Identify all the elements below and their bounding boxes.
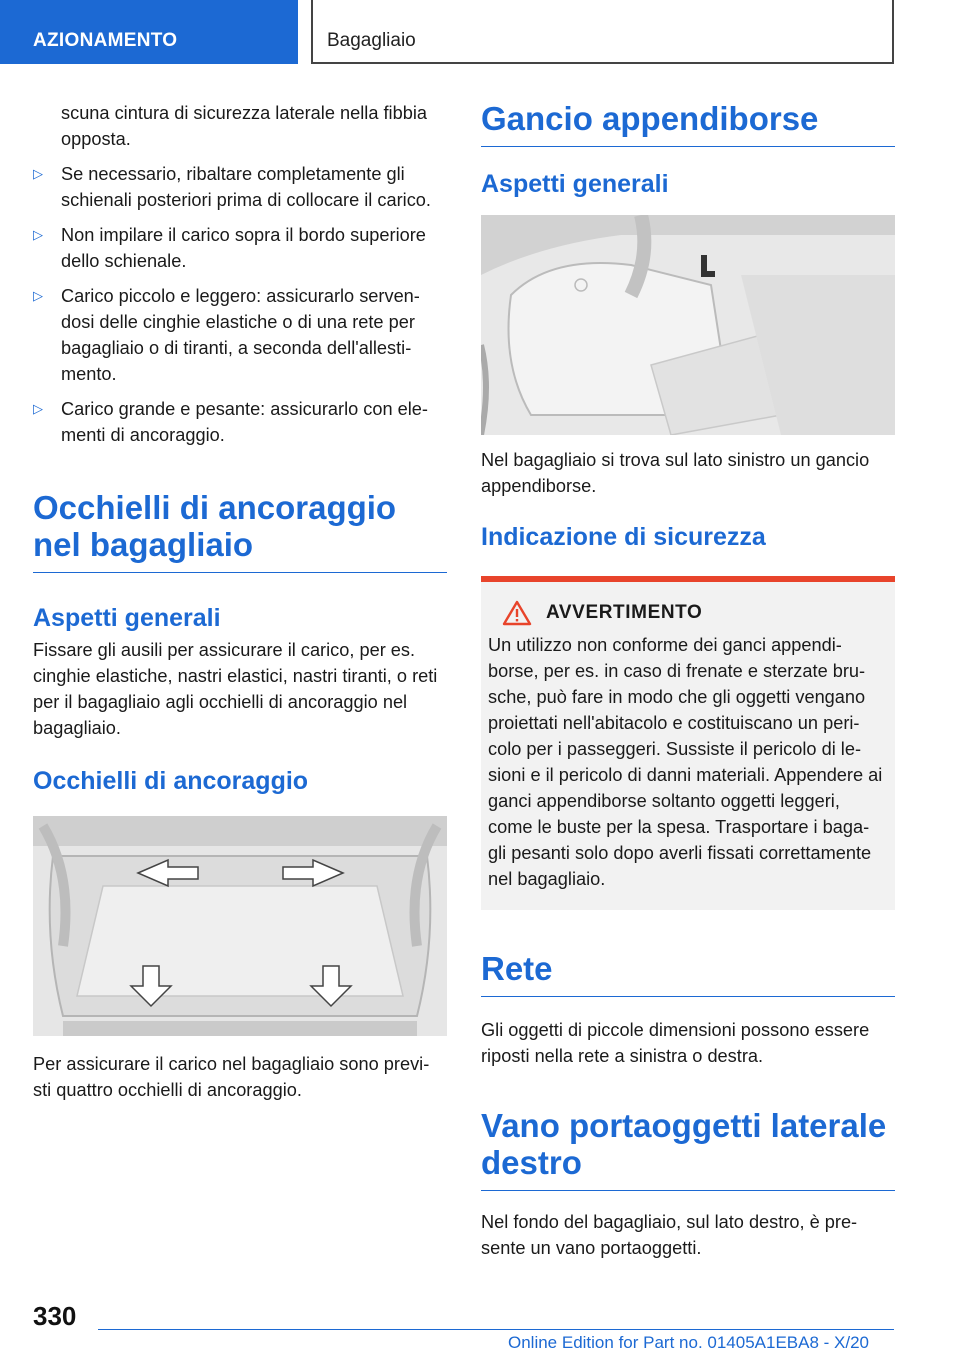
paragraph-bag-hook: Nel bagagliaio si trova sul lato sinistro un gancio appendiborse. <box>481 450 870 496</box>
header-chapter-label: Bagagliaio <box>327 30 416 51</box>
list-item: ▷ Carico grande e pesante: assicurarlo con ele-menti di ancoraggio. <box>33 396 447 448</box>
paragraph-general: Fissare gli ausili per assicurare il carico, per es. cinghie elastiche, nastri elastici, nastri tiranti, o reti per il bagagliaio agli occhielli di ancoraggio nel bagagliaio. <box>33 640 438 738</box>
triangle-right-icon: ▷ <box>33 166 43 181</box>
footer-divider <box>98 1329 894 1330</box>
section-title-bag-hook: Gancio appendiborse <box>481 100 895 147</box>
warning-label: AVVERTIMENTO <box>546 602 703 623</box>
subsection-title-general: Aspetti generali <box>33 604 221 632</box>
page-number: 330 <box>33 1301 77 1331</box>
triangle-right-icon: ▷ <box>33 288 43 303</box>
header-section-label: AZIONAMENTO <box>33 30 178 51</box>
section-title-anchor-eyes: Occhielli di ancoraggio nel bagagliaio <box>33 489 447 573</box>
footer-edition: Online Edition for Part no. 01405A1EBA8 - X/20 <box>508 1333 870 1352</box>
subsection-title-safety: Indicazione di sicurezza <box>481 523 766 551</box>
warning-box <box>481 576 895 910</box>
list-item: ▷ Non impilare il carico sopra il bordo superiore dello schienale. <box>33 222 447 274</box>
section-title-side-compartment: Vano portaoggetti laterale destro <box>481 1107 895 1191</box>
paragraph-net: Gli oggetti di piccole dimensioni possono essere riposti nella rete a sinistra o destra. <box>481 1020 870 1066</box>
bag-hook-image <box>481 215 895 435</box>
trunk-anchor-eyes-image <box>33 816 447 1036</box>
paragraph-anchor-eyes: Per assicurare il carico nel bagagliaio sono previ-sti quattro occhielli di ancoraggio. <box>33 1054 430 1100</box>
triangle-right-icon: ▷ <box>33 401 43 416</box>
warning-text: Un utilizzo non conforme dei ganci appendi-borse, per es. in caso di frenate e sterzate bru-sche, può fare in modo che gli oggetti vengano proiettati nell'abitacolo e costituiscano un peri-colo per i passeggeri. Sussiste il pericolo di le-sioni e il pericolo di danni materiali. Appendere ai ganci appendiborse soltanto oggetti leggeri, come le buste per la spesa. Trasportare i baga-gli pesanti solo dopo averli fissati correttamente nel bagagliaio. <box>488 635 883 889</box>
header-section-tab <box>0 0 298 64</box>
bullet-list <box>33 161 447 448</box>
paragraph-side-compartment: Nel fondo del bagagliaio, sul lato destro, è pre-sente un vano portaoggetti. <box>481 1212 858 1258</box>
right-column <box>481 100 895 1261</box>
list-item: ▷ Se necessario, ribaltare completamente gli schienali posteriori prima di collocare il carico. <box>33 161 447 213</box>
trunk-illustration <box>33 816 447 1036</box>
bag-hook-illustration <box>481 215 895 435</box>
warning-header <box>488 600 886 626</box>
section-title-net: Rete <box>481 950 895 997</box>
bullet-continuation: scuna cintura di sicurezza laterale nella fibbia opposta. <box>61 103 427 149</box>
warning-triangle-icon <box>502 600 532 626</box>
left-column <box>33 100 447 1103</box>
subsection-title-general-right: Aspetti generali <box>481 170 669 198</box>
triangle-right-icon: ▷ <box>33 227 43 242</box>
list-item: ▷ Carico piccolo e leggero: assicurarlo serven-dosi delle cinghie elastiche o di una rete per bagagliaio o di tiranti, a seconda dell'allesti-mento. <box>33 283 447 387</box>
subsection-title-anchor-eyes: Occhielli di ancoraggio <box>33 767 309 795</box>
header-chapter-tab <box>311 0 894 64</box>
